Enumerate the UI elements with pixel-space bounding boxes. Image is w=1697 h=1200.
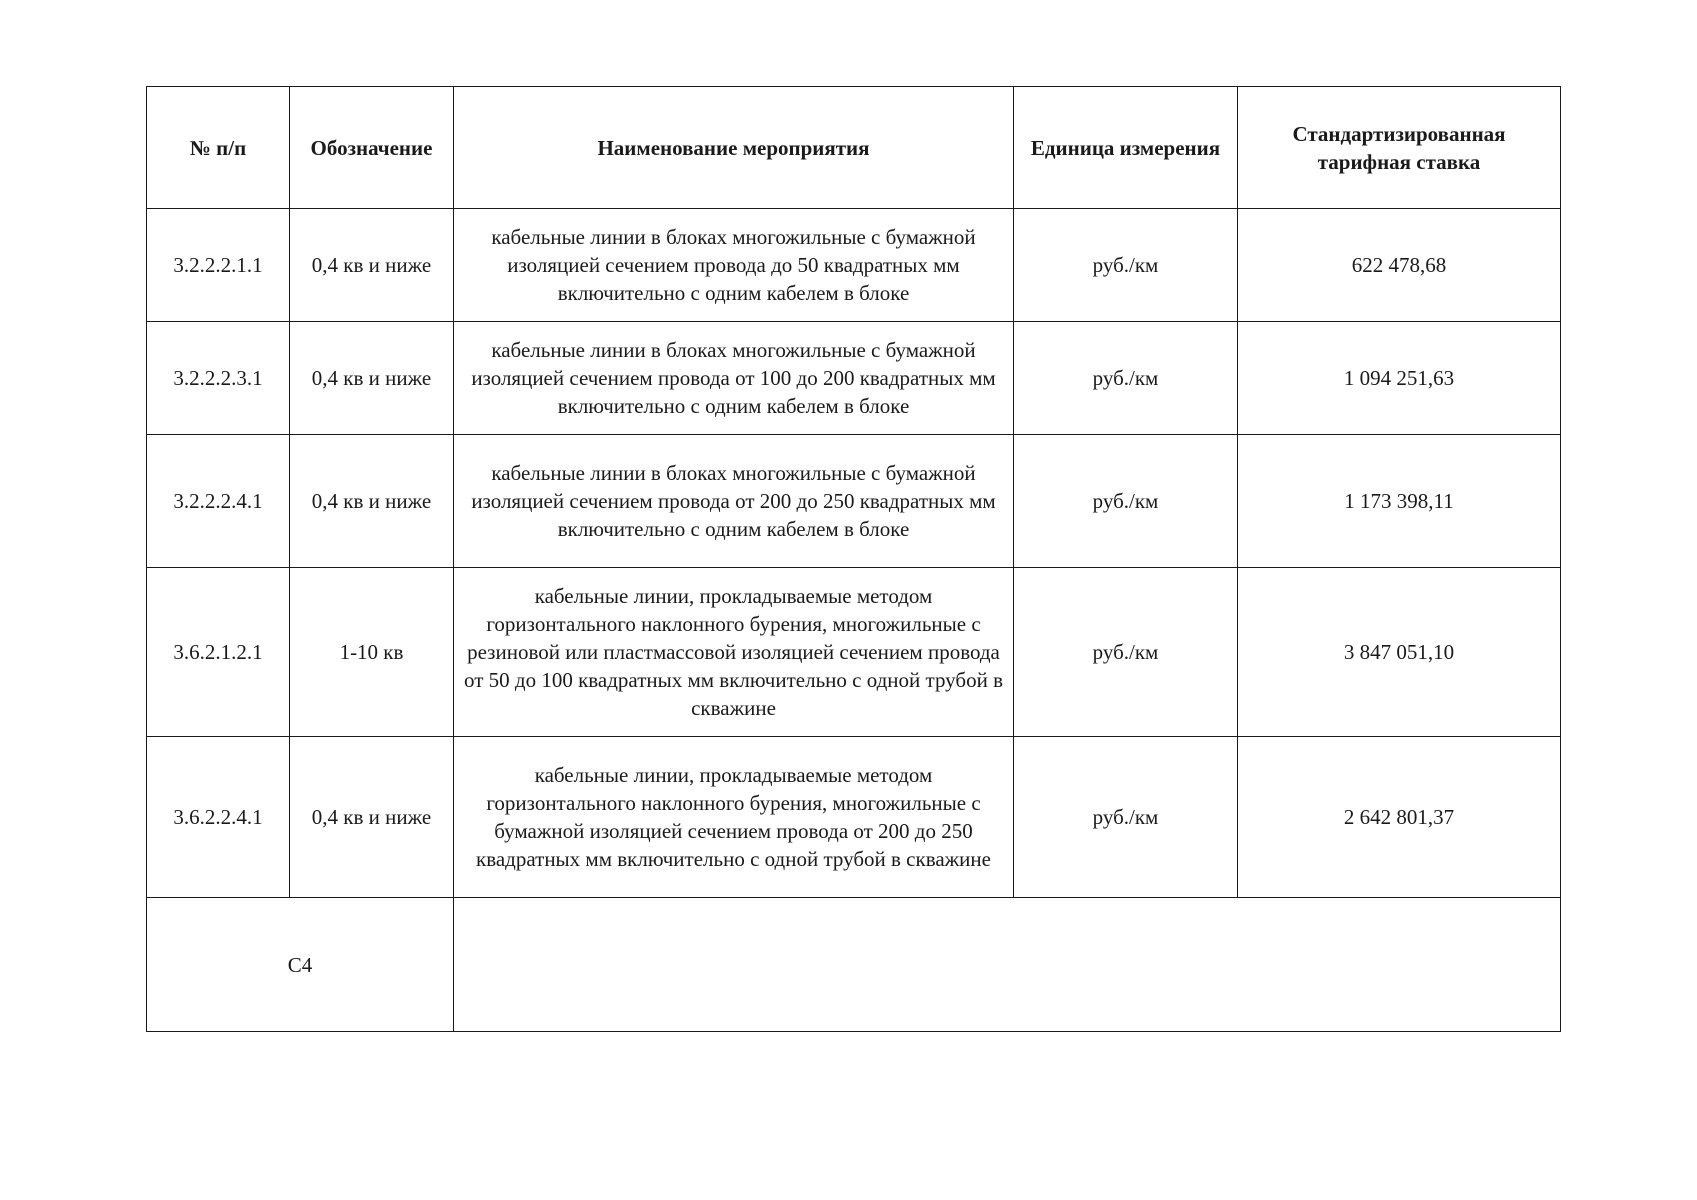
row-code: 1-10 кв: [290, 568, 454, 737]
table-row: [147, 322, 1561, 435]
row-name: кабельные линии в блоках многожильные с бумажной изоляцией сечением провода до 50 квадратных мм включительно с одним кабелем в блоке: [454, 209, 1014, 322]
footer-value: [454, 898, 1561, 1032]
row-num: 3.2.2.2.3.1: [147, 322, 290, 435]
row-rate: 1 094 251,63: [1238, 322, 1561, 435]
table-row: [147, 568, 1561, 737]
row-name: кабельные линии, прокладываемые методом горизонтального наклонного бурения, многожильные с резиновой или пластмассовой изоляцией сечением провода от 50 до 100 квадратных мм включительно с одной трубой в скважине: [454, 568, 1014, 737]
row-name: кабельные линии, прокладываемые методом горизонтального наклонного бурения, многожильные с бумажной изоляцией сечением провода от 200 до 250 квадратных мм включительно с одной трубой в скважине: [454, 737, 1014, 898]
row-code: 0,4 кв и ниже: [290, 435, 454, 568]
row-rate: 3 847 051,10: [1238, 568, 1561, 737]
table-footer-row: [147, 898, 1561, 1032]
row-num: 3.6.2.1.2.1: [147, 568, 290, 737]
row-unit: руб./км: [1014, 435, 1238, 568]
row-num: 3.2.2.2.1.1: [147, 209, 290, 322]
row-code: 0,4 кв и ниже: [290, 209, 454, 322]
table-row: [147, 209, 1561, 322]
row-name: кабельные линии в блоках многожильные с бумажной изоляцией сечением провода от 200 до 250 квадратных мм включительно с одним кабелем в блоке: [454, 435, 1014, 568]
header-code: Обозначение: [290, 87, 454, 209]
row-name: кабельные линии в блоках многожильные с бумажной изоляцией сечением провода от 100 до 200 квадратных мм включительно с одним кабелем в блоке: [454, 322, 1014, 435]
row-unit: руб./км: [1014, 737, 1238, 898]
row-num: 3.6.2.2.4.1: [147, 737, 290, 898]
row-unit: руб./км: [1014, 322, 1238, 435]
header-num: № п/п: [147, 87, 290, 209]
row-rate: 1 173 398,11: [1238, 435, 1561, 568]
row-code: 0,4 кв и ниже: [290, 322, 454, 435]
row-unit: руб./км: [1014, 209, 1238, 322]
table-row: [147, 737, 1561, 898]
footer-label: С4: [147, 898, 454, 1032]
row-code: 0,4 кв и ниже: [290, 737, 454, 898]
header-rate: Стандартизированная тарифная ставка: [1238, 87, 1561, 209]
header-name: Наименование мероприятия: [454, 87, 1014, 209]
header-unit: Единица измерения: [1014, 87, 1238, 209]
tariff-table: [146, 86, 1561, 1032]
row-num: 3.2.2.2.4.1: [147, 435, 290, 568]
table-row: [147, 435, 1561, 568]
table-header-row: [147, 87, 1561, 209]
row-rate: 2 642 801,37: [1238, 737, 1561, 898]
row-rate: 622 478,68: [1238, 209, 1561, 322]
row-unit: руб./км: [1014, 568, 1238, 737]
